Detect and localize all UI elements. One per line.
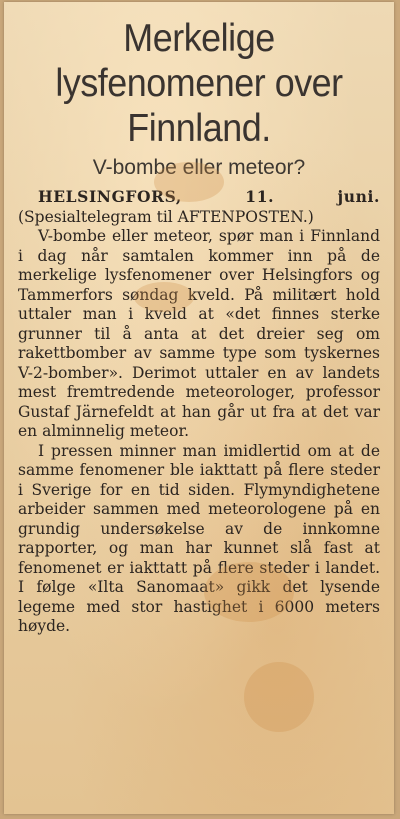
headline: Merkelige lysfenomener over Finnland. bbox=[55, 17, 343, 150]
newspaper-clipping bbox=[4, 2, 394, 814]
subheadline: V-bombe eller meteor? bbox=[92, 156, 306, 179]
article-paragraph: V-bombe eller meteor, spør man i Finnland i dag når samtalen kommer inn på de merkelige lysfenomener over Helsingfors og Tammerfors søndag kveld. På militært hold uttaler man i kveld at «det finnes sterke grunner til å anta at det dreier seg om rakettbomber av samme type som tyskernes V-2-bomber». Derimot uttaler en av landets mest fremtredende meteorologer, professor Gustaf Järnefeldt at han går ut fra at det var en alminnelig meteor. bbox=[18, 227, 380, 440]
telegram-source: (Spesialtelegram til AFTENPOSTEN.) bbox=[18, 207, 314, 226]
article-paragraph bbox=[18, 187, 380, 227]
paper-stain bbox=[244, 662, 314, 732]
article-body bbox=[18, 187, 380, 637]
article-paragraph: I pressen minner man imidlertid om at de samme fenomener ble iakttatt på flere steder i Sverige for en tid siden. Flymyndighetene arbeider sammen med meteorologene på en grundig undersøkelse av de innkomne rapporter, og man har kunnet slå fast at fenomenet er iakttatt på flere steder i landet. I følge «Ilta Sanomaat» gikk det lysende legeme med stor hastighet i 6000 meters høyde. bbox=[18, 441, 380, 635]
dateline: HELSINGFORS, 11. juni. bbox=[38, 187, 380, 206]
